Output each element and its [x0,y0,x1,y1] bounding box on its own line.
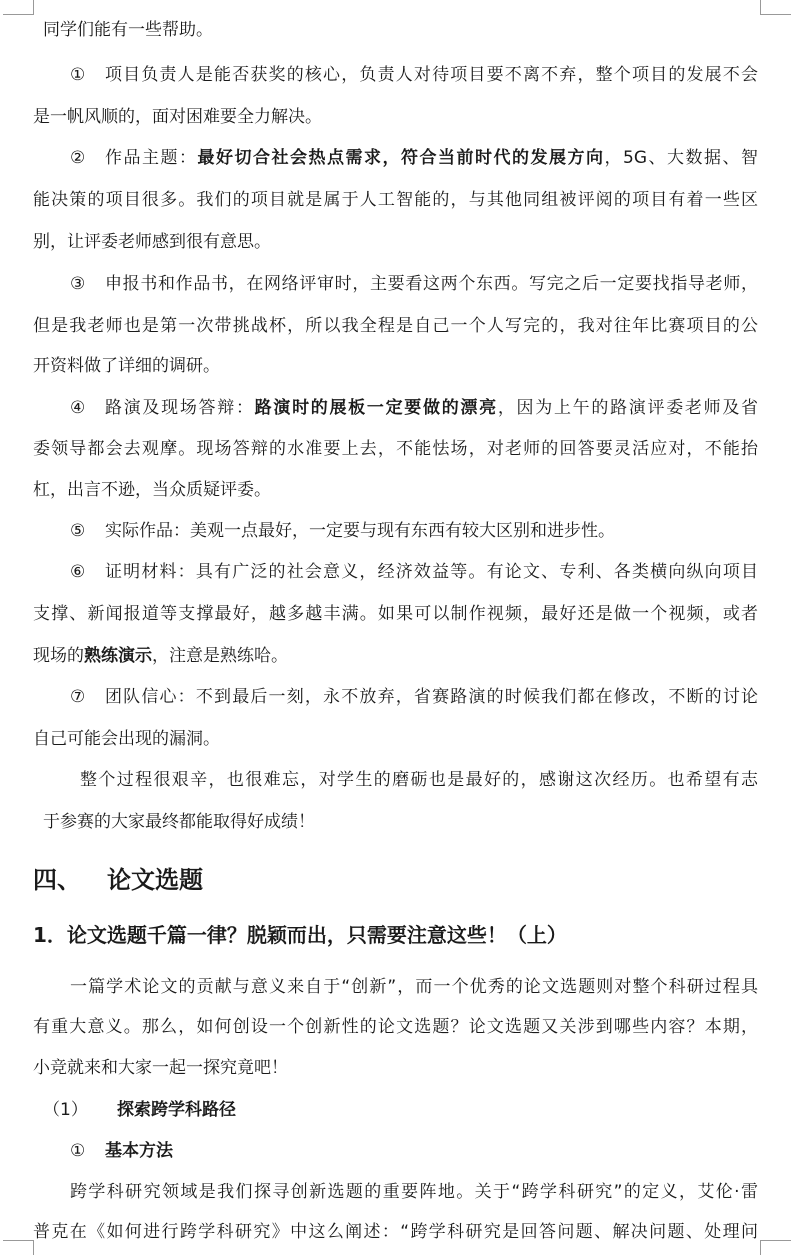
text-segment: 跨学科研究领域是我们探寻创新选题的重要阵地。关于“跨学科研究”的定义，艾伦·雷 [70,1182,758,1202]
text-line [70,1180,758,1204]
list-marker [70,560,85,584]
heading-line [107,865,203,895]
heading-line [33,865,81,895]
text-line [33,478,271,502]
text-line [33,1220,758,1244]
text-line [105,685,758,709]
list-marker [70,272,85,296]
text-segment: 路演及现场答辩： [105,398,255,418]
text-segment: 开资料做了详细的调研。 [33,356,220,376]
text-segment: 自己可能会出现的漏洞。 [33,729,220,749]
text-line [105,63,758,87]
text-segment: ⑥ [70,562,86,582]
text-segment: ，注意是熟练哈。 [152,646,288,666]
text-line [33,1056,288,1080]
text-segment: 1．论文选题千篇一律？脱颖而出，只需要注意这些！（上） [33,923,567,947]
text-segment: ① [70,1141,86,1161]
text-segment: ，5G、大数据、智 [604,148,758,168]
text-segment: ④ [70,398,86,418]
list-marker [70,396,85,420]
text-segment: 一篇学术论文的贡献与意义来自于“创新”，而一个优秀的论文选题则对整个科研过程具 [70,977,758,997]
list-marker [70,1139,85,1163]
text-line [80,768,758,792]
text-segment: 委领导都会去观摩。现场答辩的水准要上去，不能怯场，对老师的回答要灵活应对，不能抬 [33,439,758,459]
text-segment: 支撑、新闻报道等支撑最好，越多越丰满。如果可以制作视频，最好还是做一个视频，或者 [33,604,758,624]
text-segment: 于参赛的大家最终都能取得好成绩！ [43,812,315,832]
text-segment: 现场的 [33,646,84,666]
text-segment: 杠，出言不逊，当众质疑评委。 [33,480,271,500]
list-marker [70,146,85,170]
text-line [105,146,758,170]
text-line [33,727,220,751]
list-marker [70,519,85,543]
crop-mark-bottom-left [3,1240,34,1255]
crop-mark-top-left [3,0,34,15]
text-segment: 别，让评委老师感到很有意思。 [33,232,271,252]
text-segment: ⑤ [70,521,86,541]
text-segment: 项目负责人是能否获奖的核心，负责人对待项目要不离不弃，整个项目的发展不会 [105,65,758,85]
text-segment: 是一帆风顺的，面对困难要全力解决。 [33,107,322,127]
text-line [43,1098,88,1122]
text-line [105,560,758,584]
text-line [33,314,758,338]
text-line [105,519,615,543]
text-segment: ，因为上午的路演评委老师及省 [497,398,758,418]
text-line [33,602,758,626]
bold-text: 探索跨学科路径 [117,1100,236,1120]
text-line [43,810,315,834]
crop-mark-top-right [760,0,791,15]
text-segment: 申报书和作品书，在网络评审时，主要看这两个东西。写完之后一定要找指导老师， [105,274,758,294]
text-segment: ① [70,65,86,85]
crop-mark-bottom-right [760,1240,791,1255]
text-line [33,1015,758,1039]
text-segment: ③ [70,274,86,294]
text-segment: （1） [43,1100,88,1120]
text-line [117,1098,236,1122]
text-segment: 能决策的项目很多。我们的项目就是属于人工智能的，与其他同组被评阅的项目有着一些区 [33,190,758,210]
list-marker [70,685,85,709]
text-line [33,188,758,212]
text-segment: 但是我老师也是第一次带挑战杯，所以我全程是自己一个人写完的，我对往年比赛项目的公 [33,316,758,336]
bold-text: 最好切合社会热点需求，符合当前时代的发展方向 [197,148,605,168]
text-line [105,396,758,420]
text-line [33,230,271,254]
bold-text: 路演时的展板一定要做的漂亮 [254,398,498,418]
text-segment: 证明材料：具有广泛的社会意义，经济效益等。有论文、专利、各类横向纵向项目 [105,562,758,582]
text-segment: 同学们能有一些帮助。 [43,20,213,40]
text-line [70,975,758,999]
text-line [105,1139,173,1163]
text-line [33,437,758,461]
text-line [33,644,288,668]
text-segment: 四、 [33,866,81,894]
list-marker [70,63,85,87]
bold-text: 基本方法 [105,1141,173,1161]
text-line [33,354,220,378]
text-line [43,18,213,42]
bold-text: 熟练演示 [84,646,152,666]
text-segment: 作品主题： [105,148,198,168]
text-line [33,105,322,129]
text-segment: 团队信心：不到最后一刻，永不放弃，省赛路演的时候我们都在修改，不断的讨论 [105,687,758,707]
heading-line [33,921,567,949]
text-line [105,272,758,296]
text-segment: ② [70,148,86,168]
text-segment: 整个过程很艰辛，也很难忘，对学生的磨砺也是最好的，感谢这次经历。也希望有志 [80,770,758,790]
text-segment: 普克在《如何进行跨学科研究》中这么阐述：“跨学科研究是回答问题、解决问题、处理问 [33,1222,758,1242]
text-segment: 实际作品：美观一点最好，一定要与现有东西有较大区别和进步性。 [105,521,615,541]
text-segment: ⑦ [70,687,86,707]
text-segment: 小竞就来和大家一起一探究竟吧！ [33,1058,288,1078]
text-segment: 有重大意义。那么，如何创设一个创新性的论文选题？论文选题又关涉到哪些内容？本期， [33,1017,758,1037]
text-segment: 论文选题 [107,866,203,894]
